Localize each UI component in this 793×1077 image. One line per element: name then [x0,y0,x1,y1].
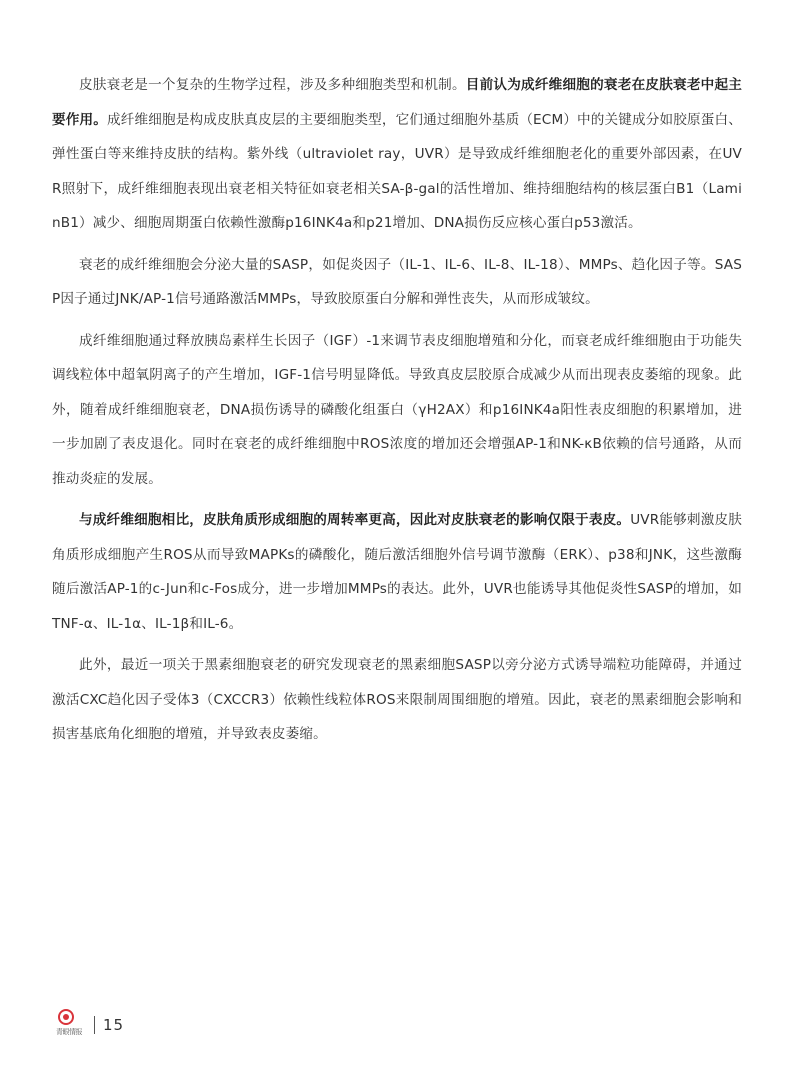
paragraph-1-bold-run: 目前认为成纤维细胞的衰老在皮肤衰老中起主要作用。 [52,77,743,128]
article-body [52,68,742,759]
paragraph-1-run-3: 成纤维细胞是构成皮肤真皮层的主要细胞类型，它们通过细胞外基质（ECM）中的关键成分如胶原蛋白、弹性蛋白等来维持皮肤的结构。紫外线（ultraviolet ray，UVR）是导致成纤维细胞老化的重要外部因素，在UVR照射下，成纤维细胞表现出衰老相关特征如衰老相关SA-β-gal的活性增加、维持细胞结构的核层蛋白B1（LaminB1）减少、细胞周期蛋白依赖性激酶p16INK4a和p21增加、DNA损伤反应核心蛋白p53激活。 [52,111,742,231]
logo-text: 青眼情报 [56,1028,82,1036]
paragraph-3 [52,324,742,497]
page-number: 15 [103,1016,125,1034]
paragraph-5-run-1: 此外，最近一项关于黑素细胞衰老的研究发现衰老的黑素细胞SASP以旁分泌方式诱导端粒功能障碍，并通过激活CXC趋化因子受体3（CXCCR3）依赖性线粒体ROS来限制周围细胞的增殖。因此，衰老的黑素细胞会影响和损害基底角化细胞的增殖，并导致表皮萎缩。 [52,657,742,742]
page-footer [52,1005,124,1045]
paragraph-2-run-1: 衰老的成纤维细胞会分泌大量的SASP，如促炎因子（IL-1、IL-6、IL-8、IL-18）、MMPs、趋化因子等。SASP因子通过JNK/AP-1信号通路激活MMPs，导致胶原蛋白分解和弹性丧失，从而形成皱纹。 [52,256,742,307]
paragraph-4 [52,503,742,641]
paragraph-4-run-2: UVR能够刺激皮肤角质形成细胞产生ROS从而导致MAPKs的磷酸化，随后激活细胞外信号调节激酶（ERK）、p38和JNK，这些激酶随后激活AP-1的c-Jun和c-Fos成分，进一步增加MMPs的表达。此外，UVR也能诱导其他促炎性SASP的增加，如TNF-α、IL-1α、IL-1β和IL-6。 [52,512,743,632]
paragraph-2 [52,248,742,317]
paragraph-1 [52,68,742,241]
paragraph-5 [52,648,742,752]
paragraph-3-run-1: 成纤维细胞通过释放胰岛素样生长因子（IGF）-1来调节表皮细胞增殖和分化，而衰老成纤维细胞由于功能失调线粒体中超氧阴离子的产生增加，IGF-1信号明显降低。导致真皮层胶原合成减少从而出现表皮萎缩的现象。此外，随着成纤维细胞衰老，DNA损伤诱导的磷酸化组蛋白（γH2AX）和p16INK4a阳性表皮细胞的积累增加，进一步加剧了表皮退化。同时在衰老的成纤维细胞中ROS浓度的增加还会增强AP-1和NK-κB依赖的信号通路，从而推动炎症的发展。 [52,332,742,487]
brand-logo [52,1009,86,1041]
logo-pupil-icon [63,1014,69,1020]
paragraph-4-bold-run: 与成纤维细胞相比，皮肤角质形成细胞的周转率更高，因此对皮肤衰老的影响仅限于表皮。 [79,512,631,528]
paragraph-1-run-1: 皮肤衰老是一个复杂的生物学过程，涉及多种细胞类型和机制。 [79,77,466,93]
footer-divider [94,1016,95,1034]
